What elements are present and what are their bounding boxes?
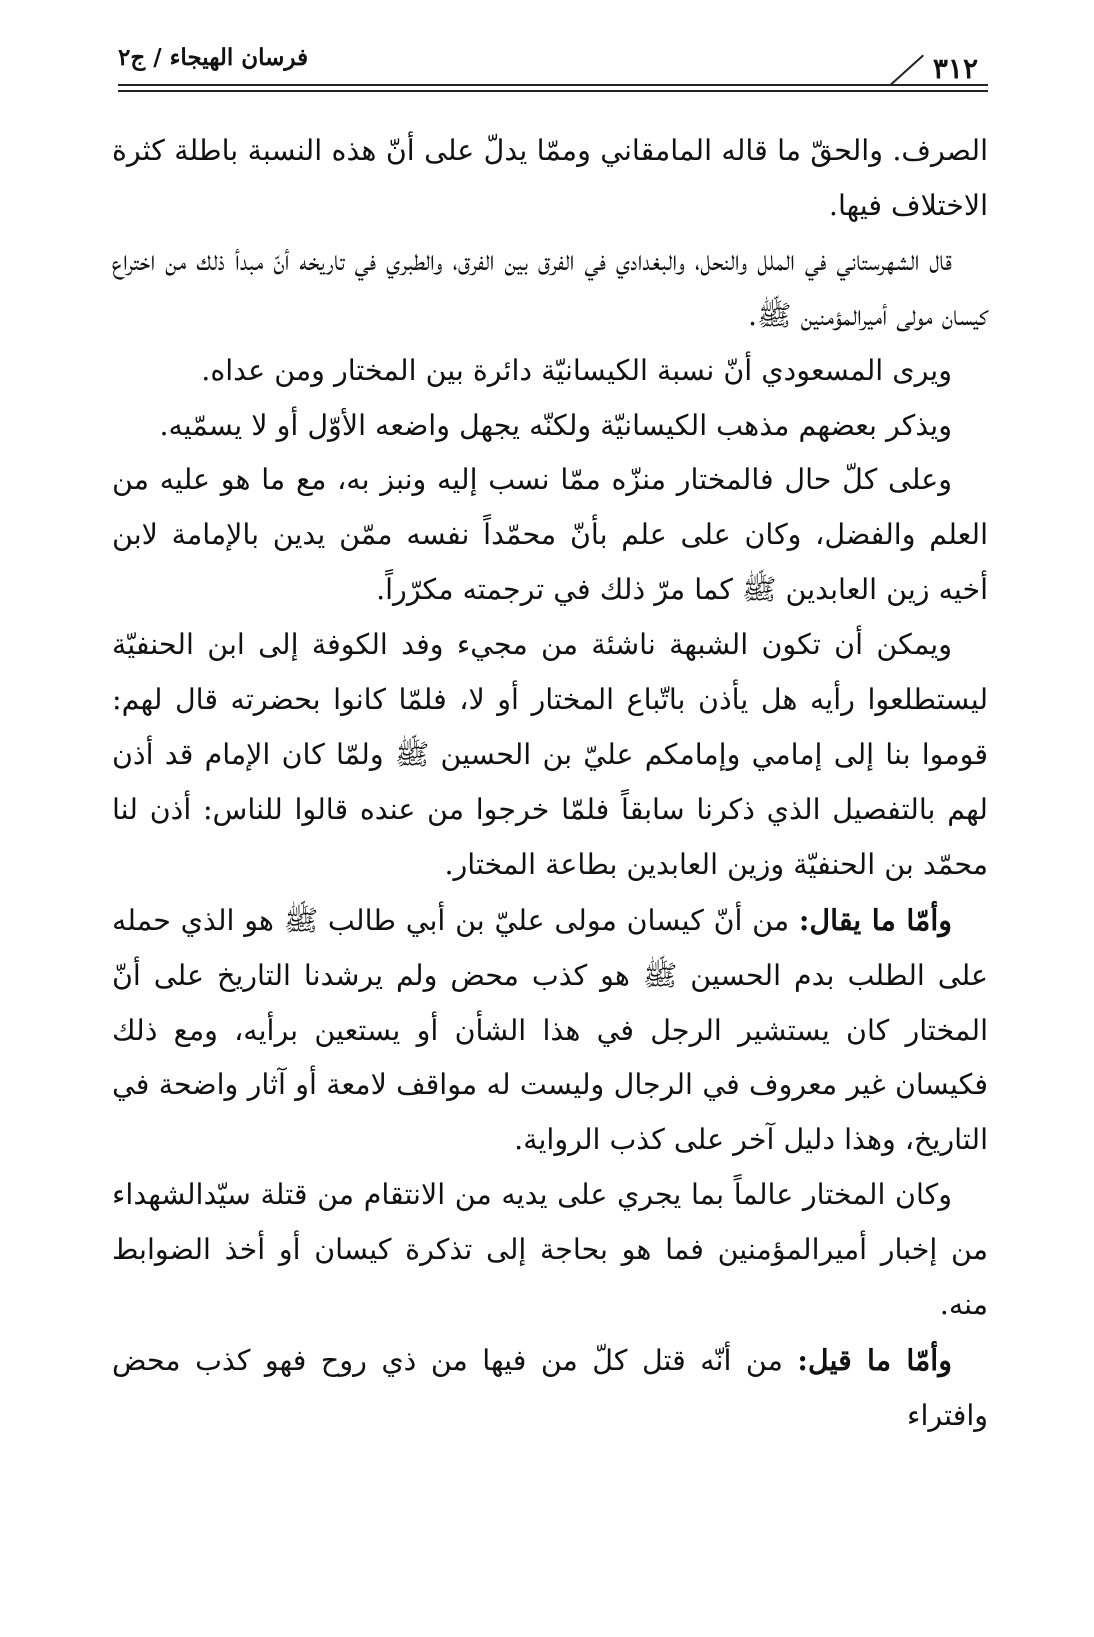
- main-text: [112, 124, 988, 1444]
- paragraph-5: [112, 453, 988, 618]
- paragraph-2: [112, 234, 988, 344]
- paragraph-text: وكان المختار عالماً بما يجري على يديه من الانتقام من قتلة سيّدالشهداء من إخبار أميرالمؤمنين فما هو بحاجة إلى تذكرة كيسان أو أخذ الضوابط منه.: [112, 1178, 988, 1322]
- paragraph-text: من أنّ كيسان مولى عليّ بن أبي طالب ﷺ هو الذي حمله على الطلب بدم الحسين ﷺ هو كذب محض ولم يرشدنا التاريخ على أنّ المختار كان يستشير الرجل في هذا الشأن أو يستعين برأيه، ومع ذلك فكيسان غير معروف في الرجال وليست له مواقف لامعة أو آثار واضحة في التاريخ، وهذا دليل آخر على كذب الرواية.: [112, 903, 988, 1157]
- paragraph-text: ويذكر بعضهم مذهب الكيسانيّة ولكنّه يجهل واضعه الأوّل أو لا يسمّيه.: [159, 408, 952, 442]
- paragraph-9: [112, 1333, 988, 1444]
- paragraph-text: ويرى المسعودي أنّ نسبة الكيسانيّة دائرة بين المختار ومن عداه.: [201, 353, 952, 387]
- paragraph-text: قال الشهرستاني في الملل والنحل، والبغدادي في الفرق بين الفرق، والطبري في تاريخه أنّ مبدأ ذلك من اختراع كيسان مولى أميرالمؤمنين ﷺ.: [112, 243, 988, 332]
- header-rule-top: [118, 84, 988, 86]
- paragraph-lead: وأمّا ما يقال:: [798, 902, 952, 937]
- header-rule-bottom: [118, 90, 988, 92]
- running-head: [118, 40, 988, 96]
- paragraph-4: [112, 399, 988, 454]
- page-number: ٣١٢: [932, 52, 978, 85]
- paragraph-text: من أنّه قتل كلّ من فيها من ذي روح فهو كذب محض وافتراء: [112, 1343, 988, 1432]
- paragraph-3: [112, 344, 988, 399]
- paragraph-1: [112, 124, 988, 234]
- book-title: فرسان الهيجاء / ج٢: [118, 44, 309, 71]
- paragraph-6: [112, 618, 988, 893]
- paragraph-text: وعلى كلّ حال فالمختار منزّه ممّا نسب إليه ونبز به، مع ما هو عليه من العلم والفضل، وكان على علم بأنّ محمّداً نفسه ممّن يدين بالإمامة لابن أخيه زين العابدين ﷺ كما مرّ ذلك في ترجمته مكرّراً.: [112, 463, 988, 607]
- paragraph-8: [112, 1168, 988, 1333]
- paragraph-7: [112, 893, 988, 1169]
- paragraph-lead: وأمّا ما قيل:: [797, 1342, 952, 1377]
- paragraph-text: ويمكن أن تكون الشبهة ناشئة من مجيء وفد الكوفة إلى ابن الحنفيّة ليستطلعوا رأيه هل يأذن باتّباع المختار أو لا، فلمّا كانوا بحضرته قال لهم: قوموا بنا إلى إمامي وإمامكم عليّ بن الحسين ﷺ ولمّا كان الإمام قد أذن لهم بالتفصيل الذي ذكرنا سابقاً فلمّا خرجوا من عنده قالوا للناس: أذن لنا محمّد بن الحنفيّة وزين العابدين بطاعة المختار.: [112, 628, 988, 881]
- paragraph-text: الصرف. والحقّ ما قاله المامقاني وممّا يدلّ على أنّ هذه النسبة باطلة كثرة الاختلاف فيها.: [112, 134, 988, 222]
- header-slash-ornament: [890, 55, 924, 86]
